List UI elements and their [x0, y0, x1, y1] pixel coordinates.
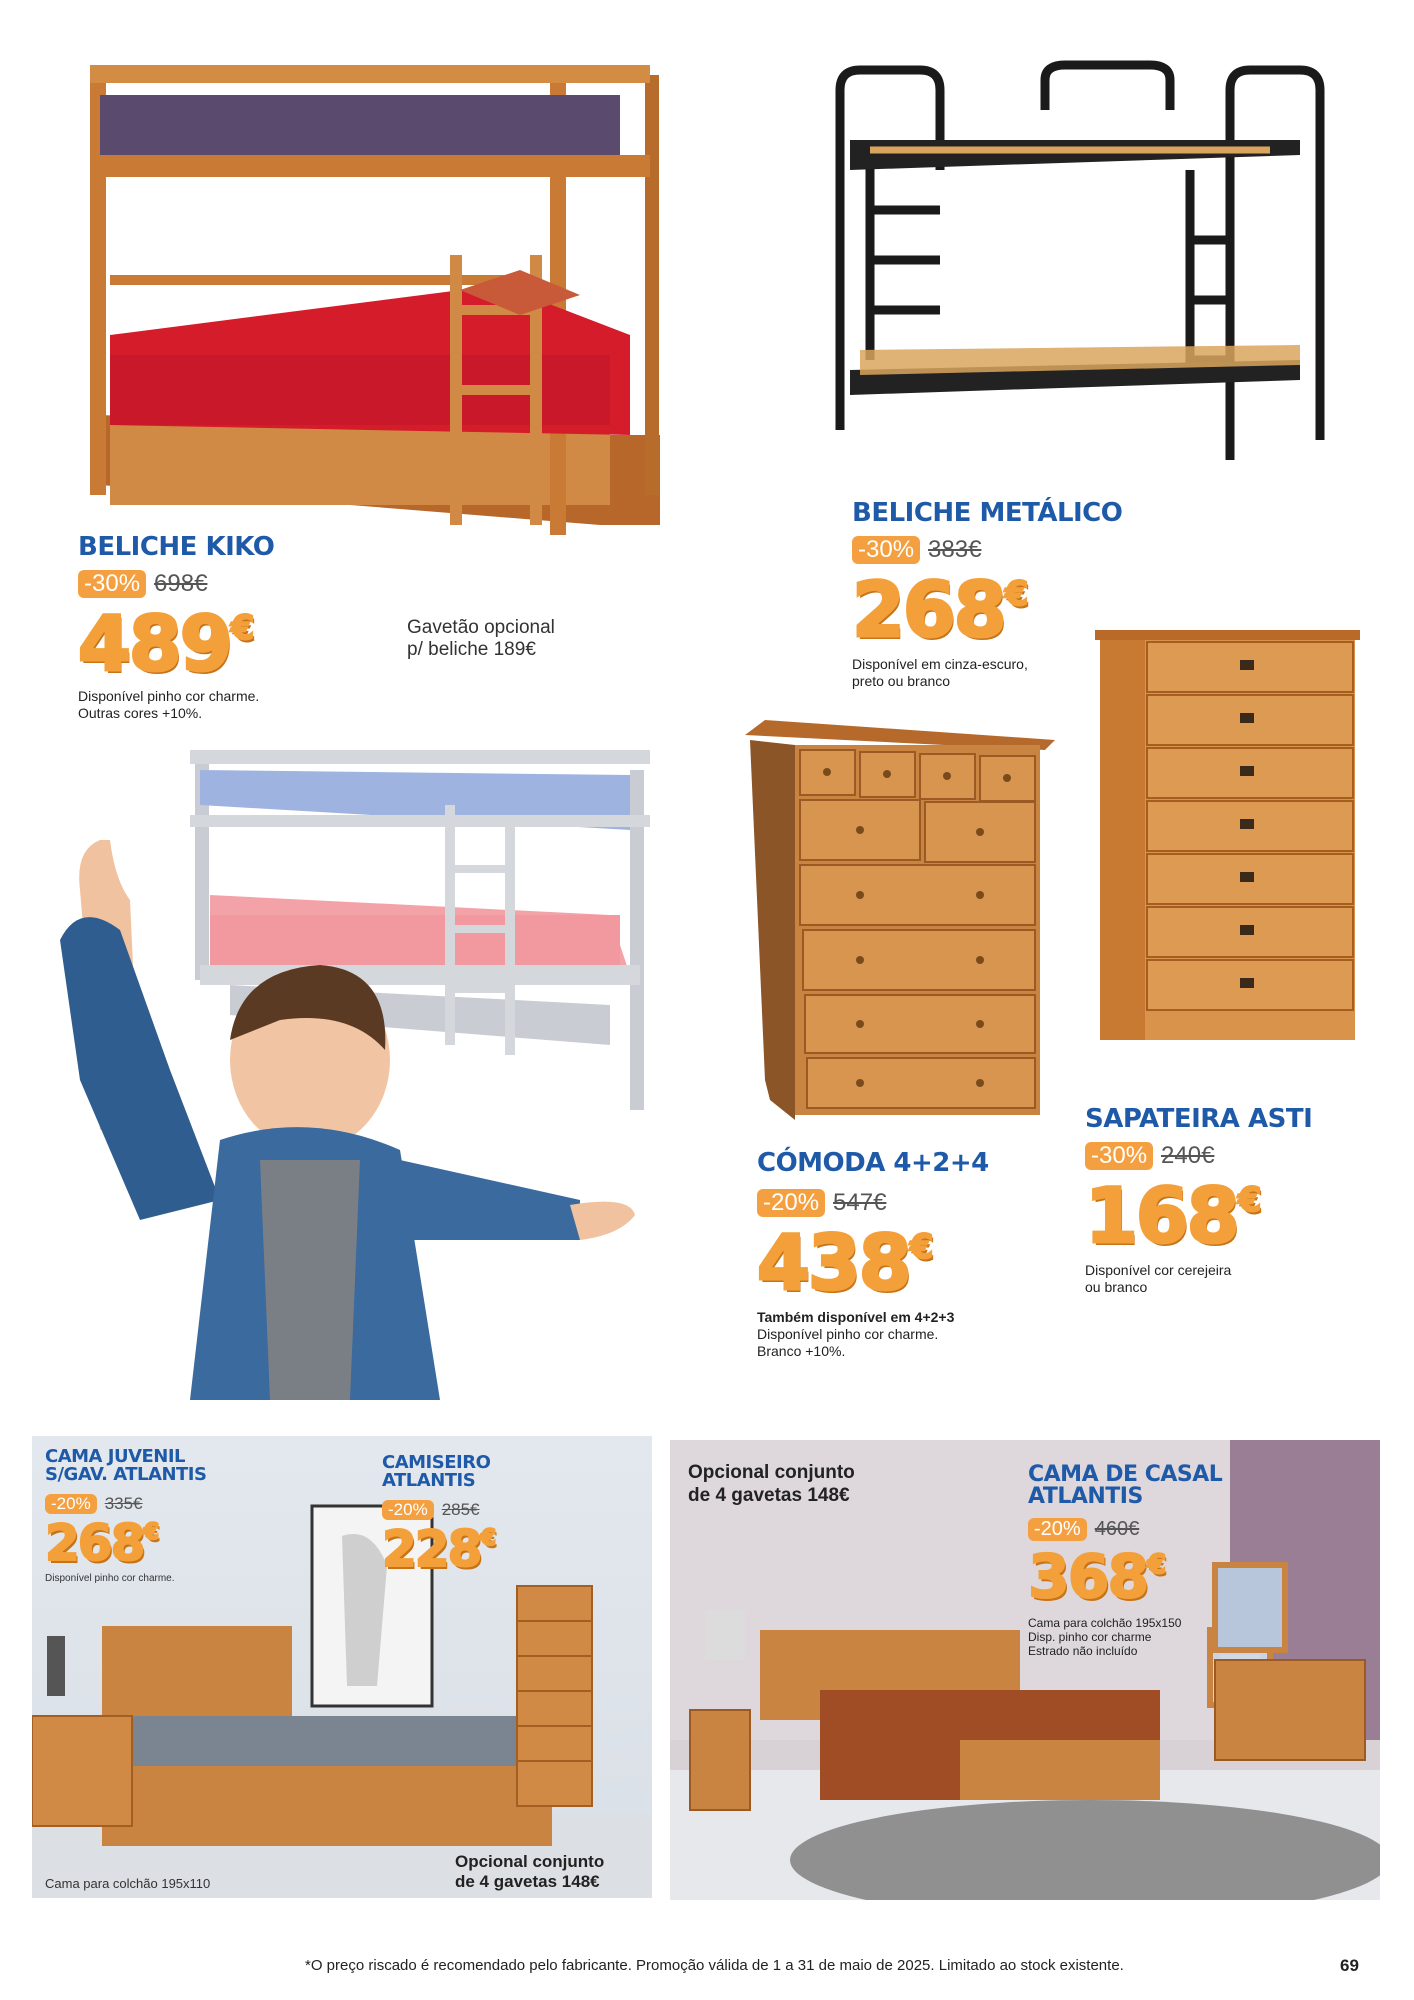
- sapateira-image: [1095, 630, 1360, 1045]
- cama-casal-old-price: 460€: [1094, 1518, 1140, 1540]
- kiko-price-row: [78, 570, 207, 598]
- sapateira-price: [1085, 1171, 1260, 1260]
- kiko-price: [78, 599, 253, 688]
- cama-casal-title-line2: ATLANTIS: [1028, 1484, 1143, 1509]
- comoda-image: [745, 720, 1055, 1130]
- cama-casal-panel: [670, 1440, 1380, 1900]
- page-number: 69: [1340, 1956, 1359, 1975]
- metalico-note-line2: preto ou branco: [852, 672, 951, 689]
- metalico-note: [852, 656, 1028, 690]
- camiseiro-title: [382, 1454, 490, 1490]
- sapateira-title: SAPATEIRA ASTI: [1085, 1104, 1313, 1134]
- camiseiro-currency: €: [480, 1525, 495, 1552]
- comoda-currency: €: [909, 1227, 932, 1268]
- cama-casal-price-value: 368: [1028, 1542, 1148, 1612]
- sapateira-price-row: [1085, 1142, 1214, 1170]
- camiseiro-optional-line1: Opcional conjunto: [455, 1852, 605, 1871]
- kiko-note: [78, 688, 259, 722]
- cama-juvenil-currency: €: [143, 1519, 158, 1546]
- metalico-price-value: 268: [852, 565, 1005, 654]
- comoda-note-line1: Disponível pinho cor charme.: [757, 1325, 939, 1342]
- bedroom-casal-image: [670, 1440, 1380, 1900]
- metalico-price: [852, 565, 1027, 654]
- comoda-discount-badge: -20%: [757, 1189, 825, 1217]
- drawer-note-line1: Gavetão opcional: [407, 617, 555, 638]
- drawer-note-line2: p/ beliche 189€: [407, 638, 536, 660]
- comoda-note-bold: Também disponível em 4+2+3: [757, 1309, 955, 1325]
- metalico-price-row: [852, 536, 981, 564]
- comoda-note-line2: Branco +10%.: [757, 1342, 846, 1359]
- boy-thumbs-up-image: [20, 820, 650, 1400]
- metalico-currency: €: [1004, 574, 1027, 615]
- camiseiro-price-row: [382, 1500, 480, 1520]
- cama-casal-discount-badge: -20%: [1028, 1518, 1087, 1541]
- metalico-old-price: 383€: [928, 536, 982, 563]
- kiko-discount-badge: -30%: [78, 570, 146, 598]
- sapateira-note-line2: ou branco: [1085, 1278, 1148, 1295]
- comoda-price: [757, 1218, 932, 1307]
- sapateira-old-price: 240€: [1161, 1142, 1215, 1169]
- cama-casal-note-line1: Cama para colchão 195x150: [1028, 1616, 1182, 1630]
- cama-casal-title: [1028, 1464, 1222, 1508]
- sapateira-discount-badge: -30%: [1085, 1142, 1153, 1170]
- kiko-note-line1: Disponível pinho cor charme.: [78, 688, 260, 704]
- metalico-discount-badge: -30%: [852, 536, 920, 564]
- comoda-title: CÓMODA 4+2+4: [757, 1148, 989, 1178]
- cama-juvenil-price-value: 268: [45, 1514, 144, 1572]
- cama-juvenil-bottom-note: Cama para colchão 195x110: [45, 1876, 211, 1891]
- kiko-old-price: 698€: [154, 570, 208, 597]
- kiko-currency: €: [230, 608, 253, 649]
- cama-juvenil-title: [45, 1448, 206, 1484]
- kiko-note-line2: Outras cores +10%.: [78, 704, 203, 721]
- metalico-note-line1: Disponível em cinza-escuro,: [852, 656, 1028, 672]
- cama-casal-optional-line2: de 4 gavetas 148€: [688, 1484, 850, 1506]
- camiseiro-title-line2: ATLANTIS: [382, 1470, 476, 1491]
- camiseiro-optional-line2: de 4 gavetas 148€: [455, 1872, 600, 1892]
- sapateira-currency: €: [1237, 1180, 1260, 1221]
- cama-casal-price: [1028, 1542, 1165, 1612]
- sapateira-price-value: 168: [1085, 1171, 1238, 1260]
- footer-disclaimer: *O preço riscado é recomendado pelo fabricante. Promoção válida de 1 a 31 de maio de 2025. Limitado ao stock existente.: [305, 1957, 1124, 1974]
- cama-casal-optional: [688, 1462, 855, 1508]
- cama-casal-price-row: [1028, 1518, 1139, 1541]
- cama-casal-title-line1: CAMA DE CASAL: [1028, 1462, 1223, 1487]
- comoda-price-row: [757, 1189, 886, 1217]
- comoda-old-price: 547€: [833, 1189, 887, 1216]
- cama-casal-note: [1028, 1617, 1181, 1658]
- drawer-note: [407, 617, 555, 661]
- cama-juvenil-discount-badge: -20%: [45, 1494, 97, 1514]
- cama-casal-note-line2: Disp. pinho cor charme: [1028, 1629, 1152, 1644]
- cama-casal-note-line3: Estrado não incluído: [1028, 1643, 1138, 1658]
- metalico-title: BELICHE METÁLICO: [852, 498, 1123, 528]
- camiseiro-optional: [455, 1852, 604, 1893]
- camiseiro-old-price: 285€: [441, 1500, 480, 1519]
- kiko-price-value: 489: [78, 599, 231, 688]
- comoda-price-value: 438: [757, 1218, 910, 1307]
- cama-juvenil-note: Disponível pinho cor charme.: [45, 1573, 175, 1584]
- sapateira-note: [1085, 1262, 1231, 1296]
- camiseiro-price-value: 228: [382, 1520, 481, 1578]
- cama-juvenil-old-price: 335€: [104, 1494, 143, 1513]
- cama-juvenil-title-line2: S/GAV. ATLANTIS: [45, 1464, 207, 1485]
- metal-bunk-bed-image: [830, 60, 1330, 490]
- bunk-bed-kiko-image: [70, 55, 670, 575]
- cama-juvenil-title-line1: CAMA JUVENIL: [45, 1446, 186, 1467]
- kiko-title: BELICHE KIKO: [78, 532, 275, 562]
- cama-juvenil-price: [45, 1514, 158, 1572]
- comoda-note: [757, 1309, 954, 1359]
- camiseiro-price: [382, 1520, 495, 1578]
- cama-juvenil-price-row: [45, 1494, 143, 1514]
- cama-casal-currency: €: [1147, 1549, 1165, 1581]
- cama-casal-optional-line1: Opcional conjunto: [688, 1462, 855, 1483]
- camiseiro-discount-badge: -20%: [382, 1500, 434, 1520]
- camiseiro-title-line1: CAMISEIRO: [382, 1452, 491, 1473]
- sapateira-note-line1: Disponível cor cerejeira: [1085, 1262, 1232, 1278]
